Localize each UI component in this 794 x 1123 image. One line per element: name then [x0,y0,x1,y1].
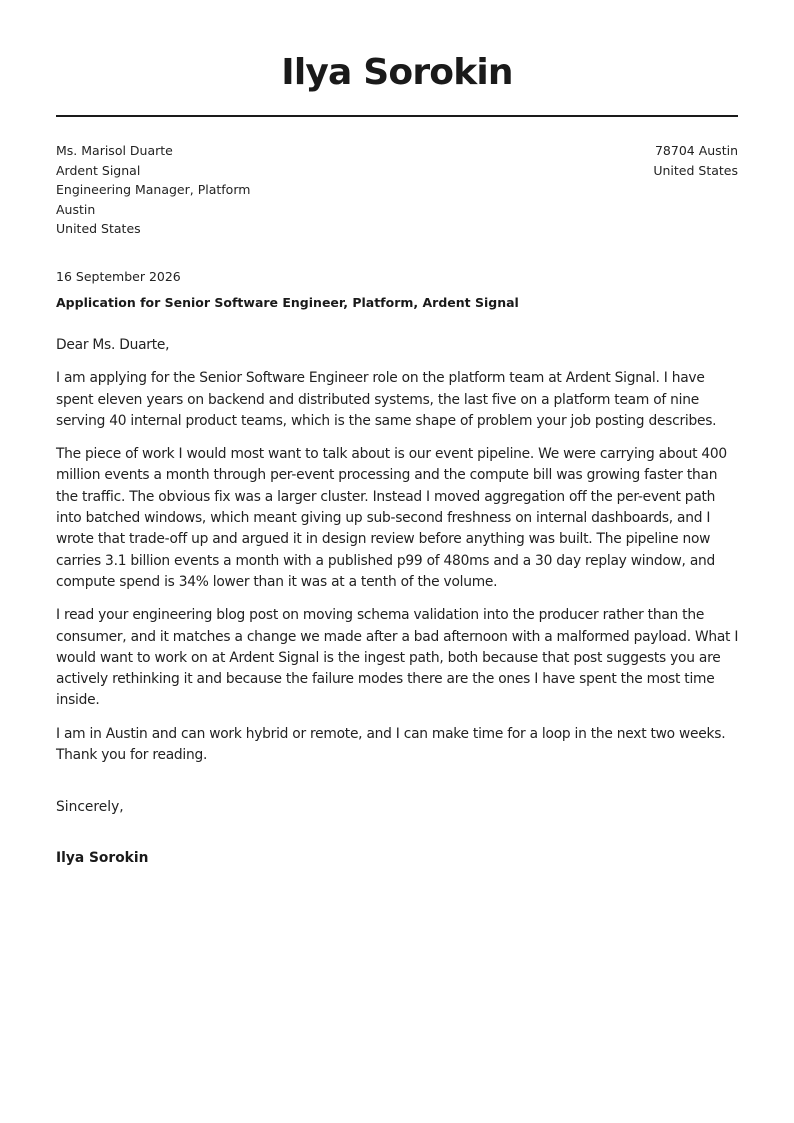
body-paragraph: I am applying for the Senior Software Engineer role on the platform team at Ardent Signal. I have spent eleven years on backend and distributed systems, the last five on a platform team of nine serving 40 internal product teams, which is the same shape of problem your job posting describes. [56,370,717,429]
recipient-city: Austin [56,201,96,217]
recipient-company: Ardent Signal [56,162,141,178]
header-divider [56,115,738,117]
sender-country: United States [653,162,738,178]
recipient-name: Ms. Marisol Duarte [56,143,173,158]
recipient-address [56,141,250,239]
signature: Ilya Sorokin [56,850,149,866]
recipient-country: United States [56,221,141,236]
sender-address [653,141,738,180]
closing: Sincerely, [56,799,124,815]
letter-subject: Application for Senior Software Engineer, Platform, Ardent Signal [56,295,519,310]
sender-postal-city: 78704 Austin [654,143,738,158]
body-paragraph: I am in Austin and can work hybrid or remote, and I can make time for a loop in the next two weeks. Thank you for reading. [56,725,726,764]
salutation: Dear Ms. Duarte, [56,337,170,353]
recipient-title: Engineering Manager, Platform [56,182,251,197]
letter-date: 16 September 2026 [56,269,181,284]
body-paragraph: I read your engineering blog post on moving schema validation into the producer rather than the consumer, and it matches a change we made after a bad afternoon with a malformed payload. What I would want to work on at Ardent Signal is the ingest path, both because that post suggests you are actively rethinking it and because the failure modes there are the ones I have spent the most time inside. [56,607,739,709]
body-paragraph: The piece of work I would most want to talk about is our event pipeline. We were carrying about 400 million events a month through per-event processing and the compute bill was growing faster than the traffic. The obvious fix was a larger cluster. Instead I moved aggregation off the per-event path into batched windows, which meant giving up sub-second freshness on internal dashboards, and I wrote that trade-off up and argued it in design review before anything was built. The pipeline now carries 3.1 billion events a month with a published p99 of 480ms and a 30 day replay window, and compute spend is 34% lower than it was at a tenth of the volume. [56,446,727,590]
letter-body [56,335,740,778]
applicant-name: Ilya Sorokin [281,52,513,93]
